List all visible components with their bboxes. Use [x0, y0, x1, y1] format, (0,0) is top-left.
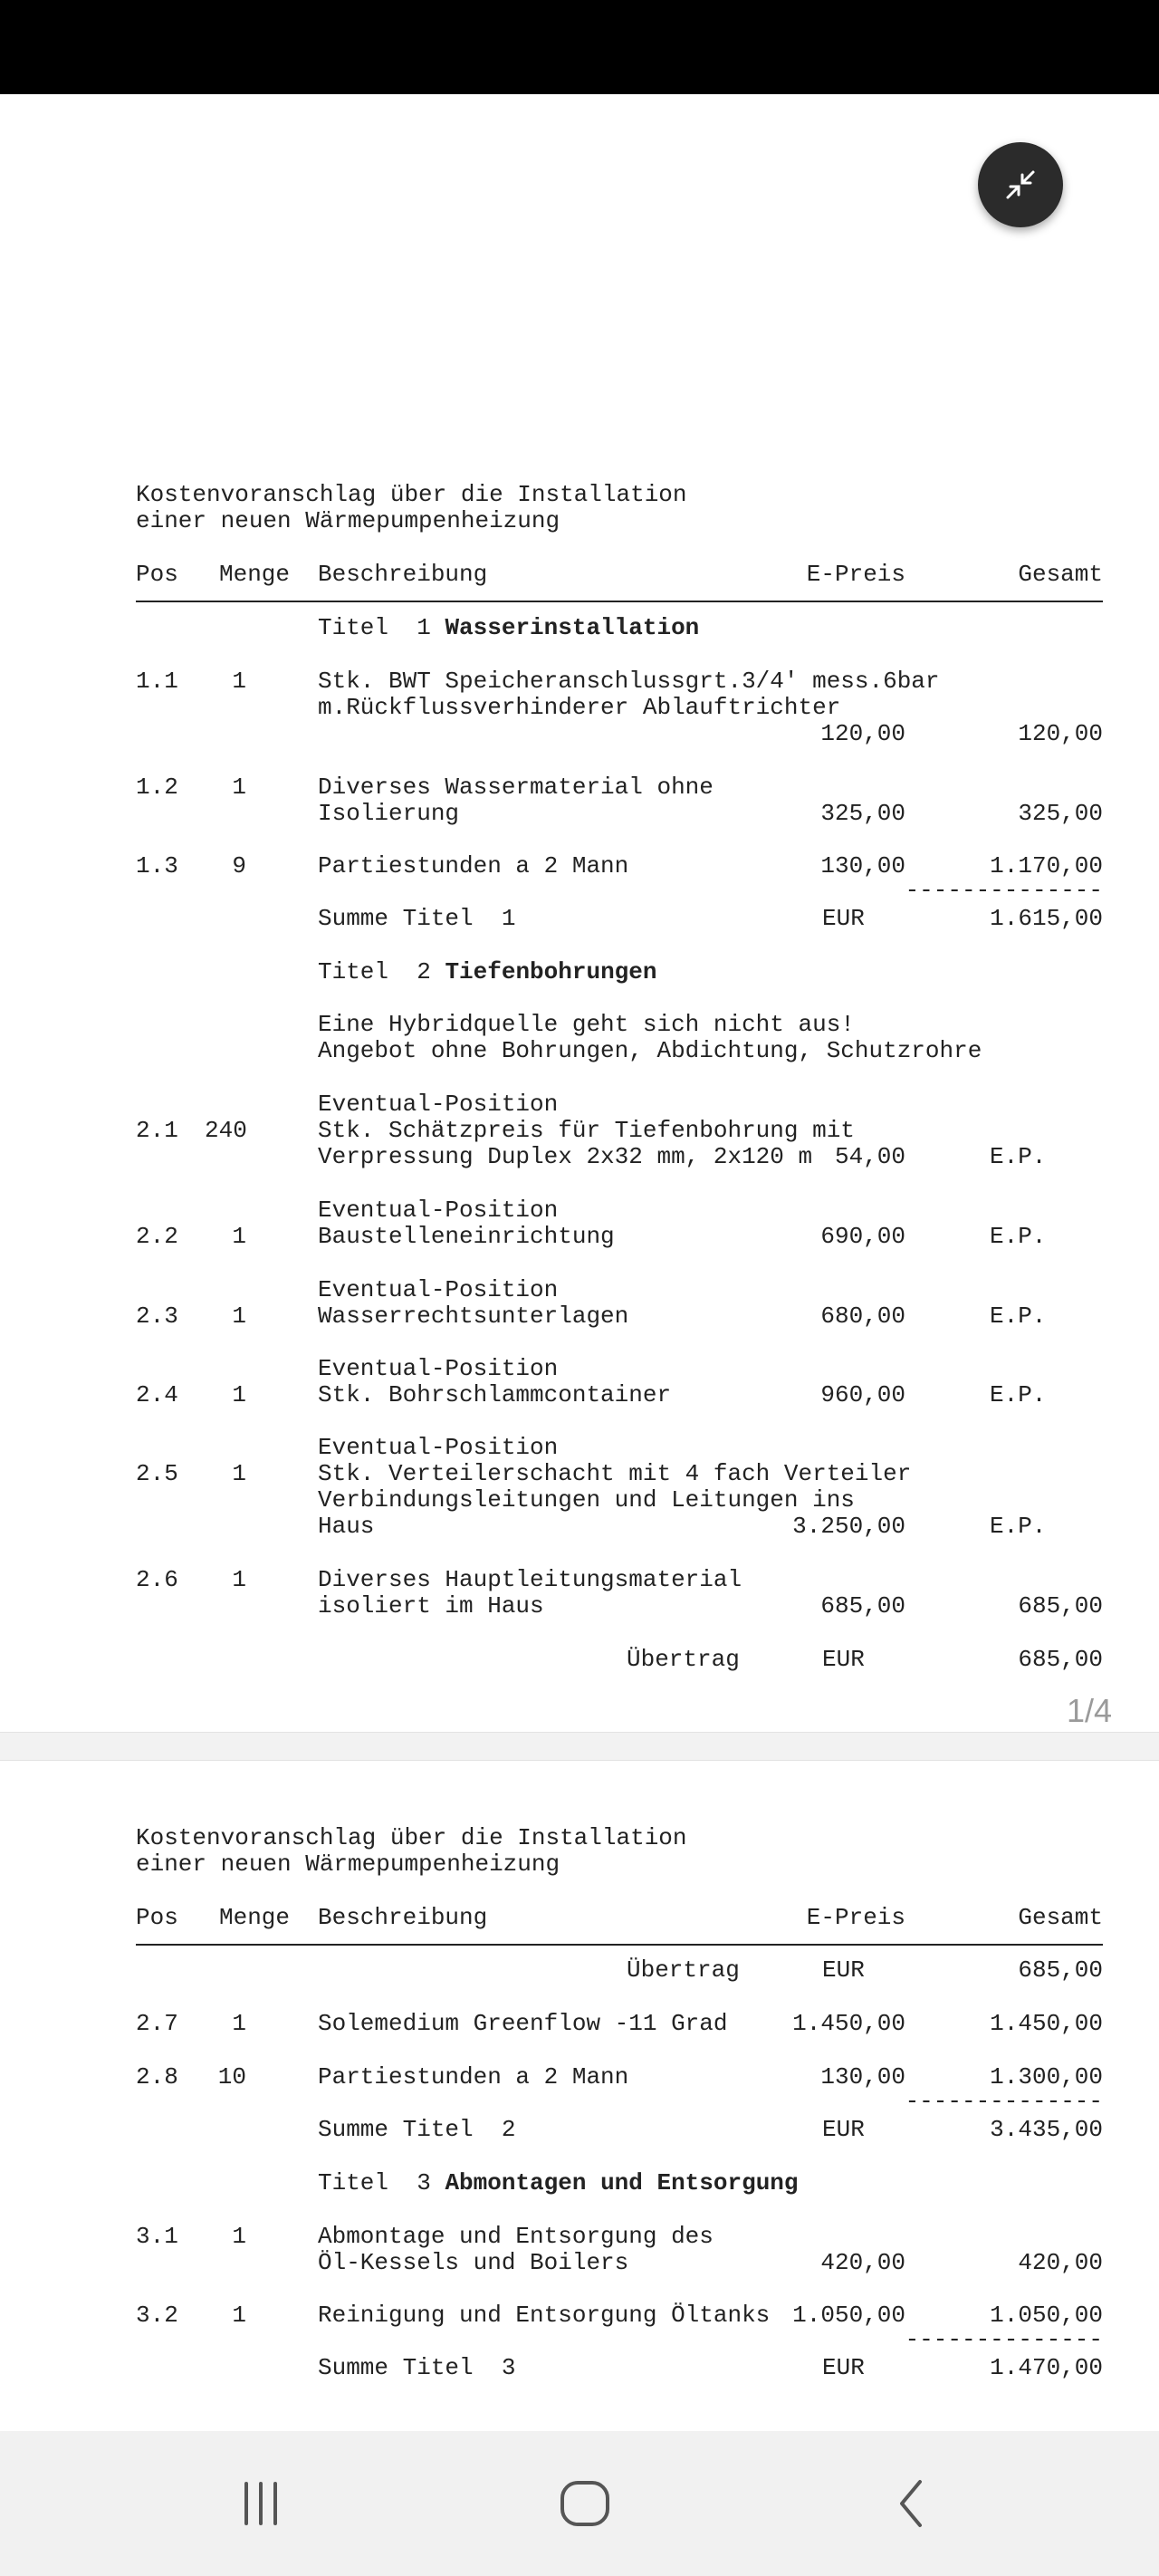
title-2: Titel 2 Tiefenbohrungen — [318, 958, 657, 985]
collapse-arrows-icon — [1002, 167, 1039, 203]
home-icon — [558, 2476, 612, 2531]
subtotal-dashes: -------------- — [905, 2326, 1103, 2353]
col-pos: Pos — [136, 561, 178, 588]
navigation-bar — [0, 2431, 1159, 2576]
col-gesamt: Gesamt — [1018, 1904, 1103, 1931]
back-icon — [884, 2476, 938, 2531]
doc-header-line2: einer neuen Wärmepumpenheizung — [136, 1850, 560, 1878]
title-1: Titel 1 Wasserinstallation — [318, 614, 700, 641]
col-pos: Pos — [136, 1904, 178, 1931]
page-number-indicator: 1/4 — [1066, 1692, 1112, 1729]
note-line: Eine Hybridquelle geht sich nicht aus! — [318, 1011, 855, 1038]
exit-fullscreen-button[interactable] — [978, 142, 1063, 227]
col-epreis: E-Preis — [806, 1904, 905, 1931]
page-separator — [0, 1732, 1159, 1761]
col-beschreibung: Beschreibung — [318, 561, 488, 588]
col-gesamt: Gesamt — [1018, 561, 1103, 588]
doc-header-line2: einer neuen Wärmepumpenheizung — [136, 507, 560, 534]
subtotal-dashes: -------------- — [905, 2088, 1103, 2115]
home-button[interactable] — [531, 2431, 639, 2576]
col-beschreibung: Beschreibung — [318, 1904, 488, 1931]
col-epreis: E-Preis — [806, 561, 905, 588]
subtotal-dashes: -------------- — [905, 877, 1103, 904]
note-line: Angebot ohne Bohrungen, Abdichtung, Schutzrohre — [318, 1037, 982, 1064]
header-rule — [136, 601, 1103, 602]
doc-header-line1: Kostenvoranschlag über die Installation — [136, 1824, 687, 1851]
col-menge: Menge — [219, 1904, 291, 1931]
back-button[interactable] — [857, 2431, 965, 2576]
status-bar — [0, 0, 1159, 94]
recent-apps-button[interactable] — [206, 2431, 315, 2576]
col-menge: Menge — [219, 561, 291, 588]
title-3: Titel 3 Abmontagen und Entsorgung — [318, 2169, 799, 2196]
recent-apps-icon — [234, 2476, 288, 2531]
doc-header-line1: Kostenvoranschlag über die Installation — [136, 481, 687, 508]
header-rule — [136, 1944, 1103, 1946]
